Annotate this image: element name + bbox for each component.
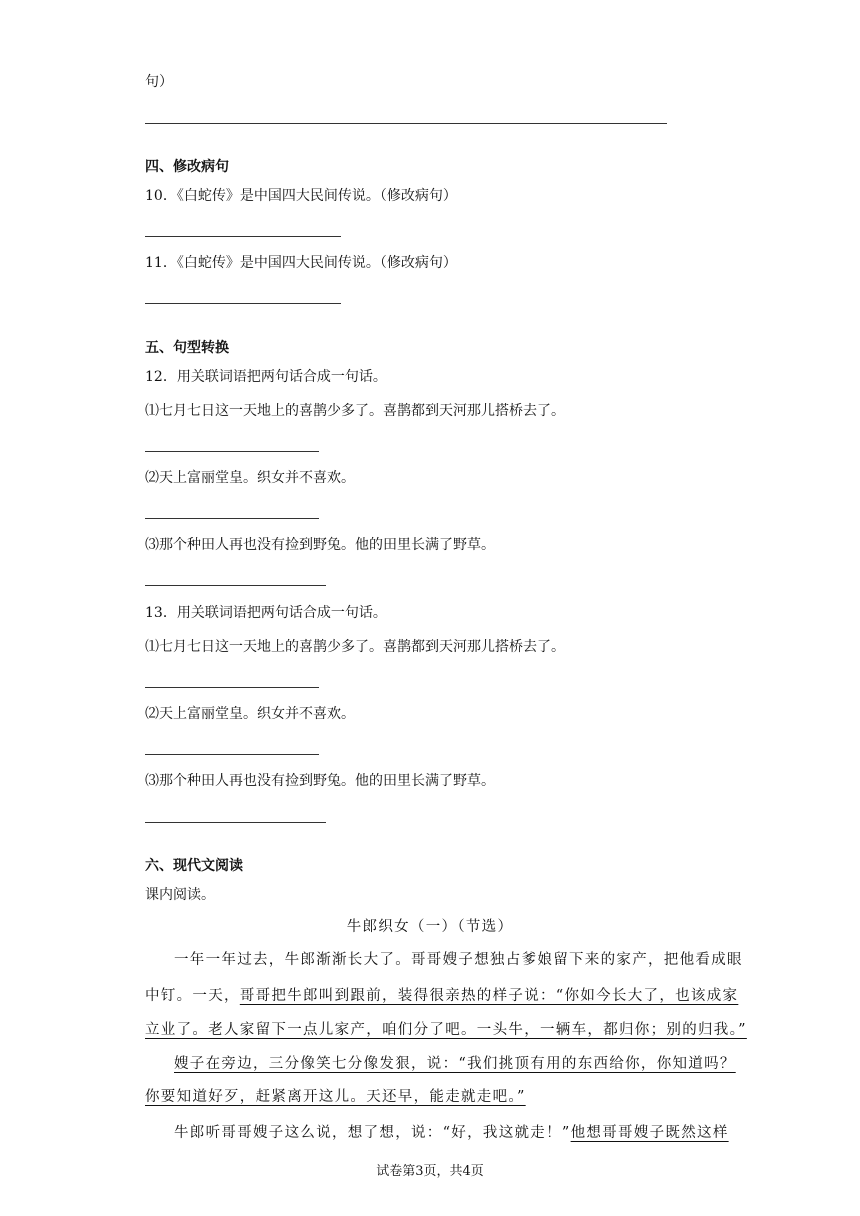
underlined-text: 立业了。老人家留下一点儿家产，咱们分了吧。一头牛，一辆车，都归你；别的归我。” [145, 1022, 747, 1038]
reading-intro: 课内阅读。 [145, 887, 215, 903]
question-13-1: ⑴七月七日这一天地上的喜鹊少多了。喜鹊都到天河那儿搭桥去了。 [145, 639, 565, 655]
underlined-text: 他想哥哥嫂子既然这样 [570, 1125, 729, 1141]
passage-line [145, 986, 738, 1006]
question-10: 10．《白蛇传》是中国四大民间传说。（修改病句） [145, 188, 457, 204]
section-title: 五、句型转换 [145, 340, 229, 356]
question-13-3: ⑶那个种田人再也没有捡到野兔。他的田里长满了野草。 [145, 773, 495, 789]
passage-text: 中钉。一天， [145, 988, 240, 1004]
answer-line [145, 687, 319, 688]
answer-line [145, 822, 326, 823]
top-fragment: 句） [145, 74, 173, 90]
passage-text: 牛郎听哥哥嫂子这么说，想了想，说：“好，我这就走！” [174, 1125, 571, 1141]
question-13-2: ⑵天上富丽堂皇。织女并不喜欢。 [145, 706, 355, 722]
answer-line [145, 451, 319, 452]
question-12-3: ⑶那个种田人再也没有捡到野兔。他的田里长满了野草。 [145, 537, 495, 553]
page-footer: 试卷第3页，共4页 [376, 1164, 484, 1179]
passage-line [174, 1123, 729, 1143]
question-11: 11．《白蛇传》是中国四大民间传说。（修改病句） [145, 255, 457, 271]
question-13: 13．用关联词语把两句话合成一句话。 [145, 605, 387, 621]
answer-line [145, 754, 319, 755]
answer-line [145, 236, 341, 237]
passage-title: 牛郎织女（一）（节选） [346, 919, 514, 935]
answer-line [145, 518, 319, 519]
underlined-text: 你要知道好歹，赶紧离开这儿。天还早，能走就走吧。” [145, 1089, 526, 1105]
passage-line: 一年一年过去，牛郎渐渐长大了。哥哥嫂子想独占爹娘留下来的家产，把他看成眼 [174, 952, 743, 968]
question-12: 12．用关联词语把两句话合成一句话。 [145, 369, 387, 385]
underlined-text: 哥哥把牛郎叫到跟前，装得很亲热的样子说：“你如今长大了，也该成家 [239, 988, 739, 1004]
section-title: 六、现代文阅读 [145, 858, 243, 874]
answer-line [145, 585, 326, 586]
question-12-1: ⑴七月七日这一天地上的喜鹊少多了。喜鹊都到天河那儿搭桥去了。 [145, 403, 565, 419]
answer-line [145, 123, 667, 124]
answer-line [145, 303, 341, 304]
section-title: 四、修改病句 [145, 159, 229, 175]
question-12-2: ⑵天上富丽堂皇。织女并不喜欢。 [145, 470, 355, 486]
underlined-text: 嫂子在旁边，三分像笑七分像发狠，说：“我们挑顶有用的东西给你，你知道吗？ [174, 1056, 736, 1072]
